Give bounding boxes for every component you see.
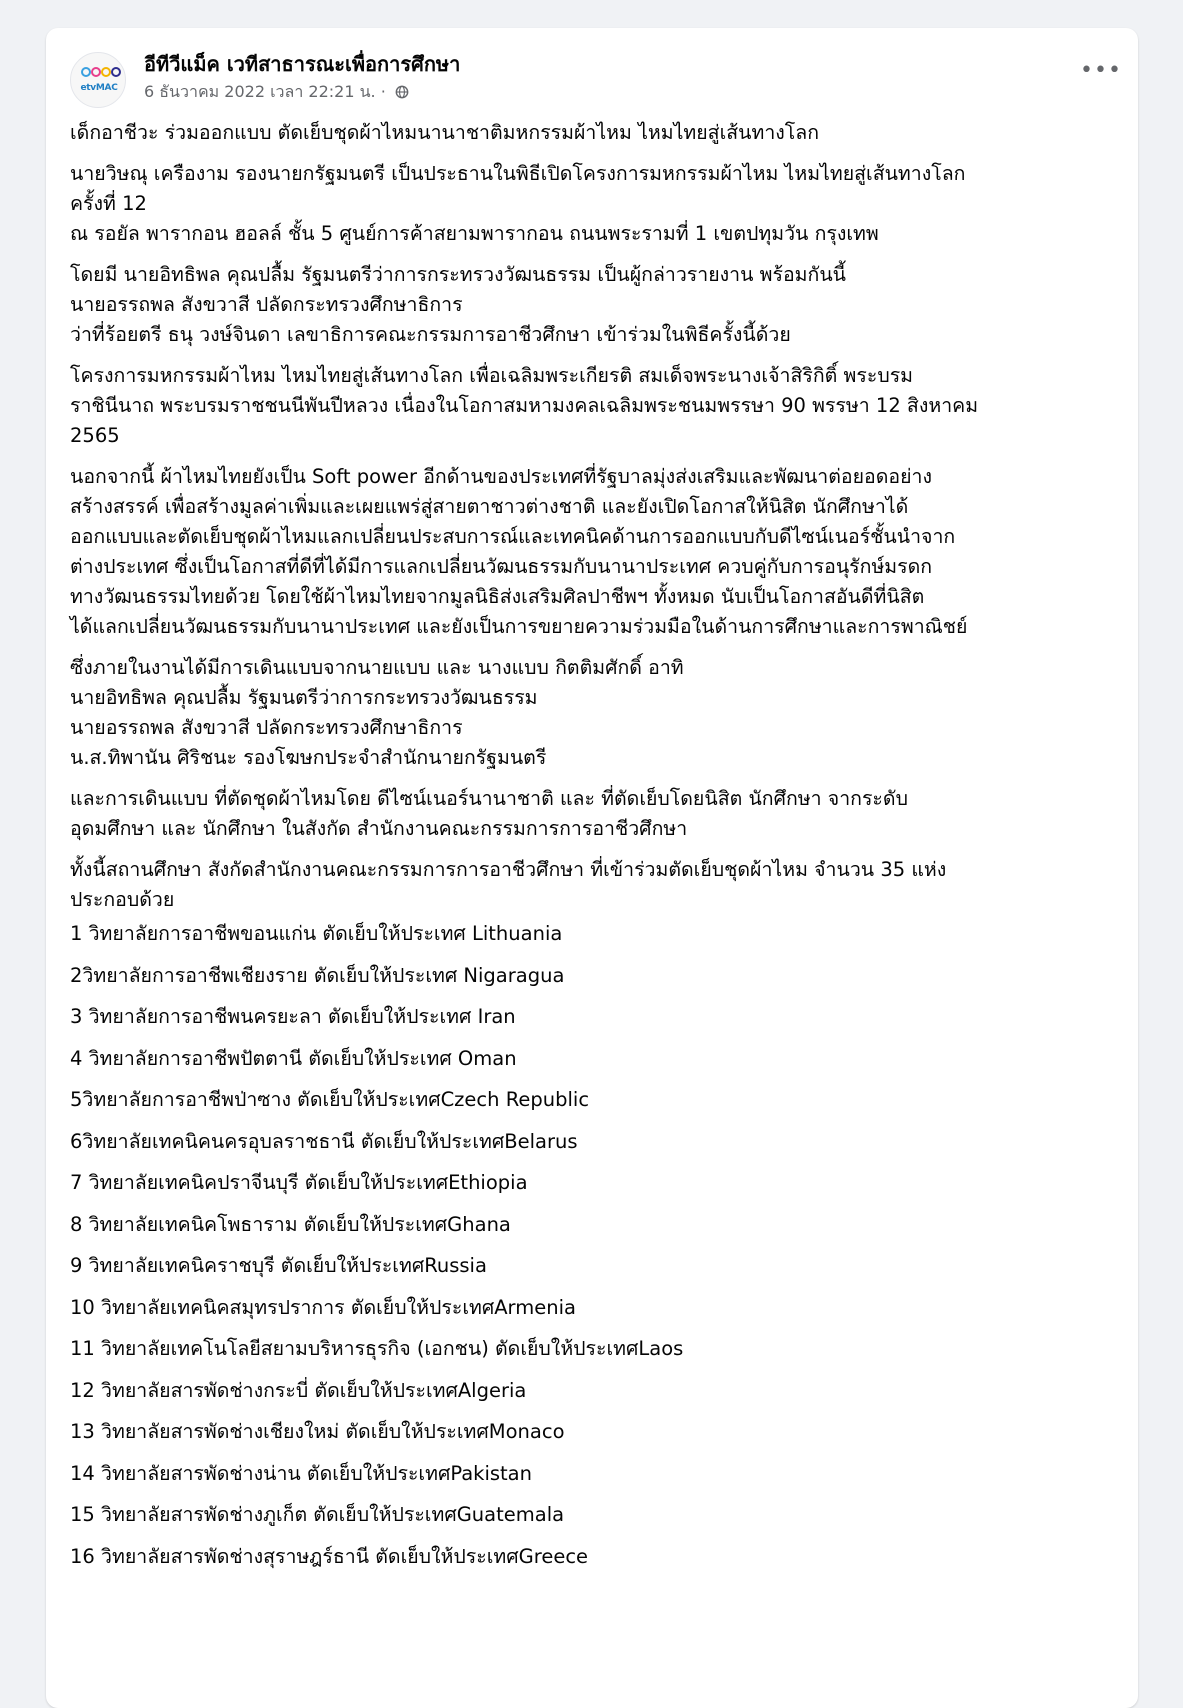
- list-item: 2วิทยาลัยการอาชีพเชียงราย ตัดเย็บให้ประเทศ Nigaragua: [70, 963, 565, 987]
- list-item: 5วิทยาลัยการอาชีพป่าซาง ตัดเย็บให้ประเทศCzech Republic: [70, 1088, 590, 1111]
- post-paragraph-6: ซึ่งภายในงานได้มีการเดินแบบจากนายแบบ และ นางแบบ กิตติมศักดิ์ อาทิ นายอิทธิพล คุณปลื้ม รัฐมนตรีว่าการกระทรวงวัฒนธรรม นายอรรถพล สังขวาสี ปลัดกระทรวงศึกษาธิการ น.ส.ทิพานัน ศิริชนะ รองโฆษกประจำสำนักนายกรัฐมนตรี: [70, 656, 684, 769]
- post-meta: [144, 80, 409, 105]
- post-paragraph-1: เด็กอาชีวะ ร่วมออกแบบ ตัดเย็บชุดผ้าไหมนานาชาติมหกรรมผ้าไหม ไหมไทยสู่เส้นทางโลก: [70, 121, 820, 144]
- list-item: 9 วิทยาลัยเทคนิคราชบุรี ตัดเย็บให้ประเทศRussia: [70, 1254, 487, 1277]
- list-item: 6วิทยาลัยเทคนิคนครอุบลราชธานี ตัดเย็บให้ประเทศBelarus: [70, 1129, 578, 1153]
- page-name-link[interactable]: อีทีวีแม็ค เวทีสาธารณะเพื่อการศึกษา: [144, 52, 461, 76]
- post-timestamp[interactable]: 6 ธันวาคม 2022 เวลา 22:21 น. ·: [144, 82, 386, 101]
- more-options-icon[interactable]: •••: [1080, 58, 1122, 83]
- post-card: [46, 28, 1138, 1708]
- post-body: [70, 118, 1120, 1583]
- list-item: 10 วิทยาลัยเทคนิคสมุทรปราการ ตัดเย็บให้ประเทศArmenia: [70, 1295, 576, 1319]
- list-item: 1 วิทยาลัยการอาชีพขอนแก่น ตัดเย็บให้ประเทศ Lithuania: [70, 922, 563, 945]
- globe-icon[interactable]: [395, 85, 409, 99]
- post-paragraph-3: โดยมี นายอิทธิพล คุณปลื้ม รัฐมนตรีว่าการกระทรวงวัฒนธรรม เป็นผู้กล่าวรายงาน พร้อมกันนี้ นายอรรถพล สังขวาสี ปลัดกระทรวงศึกษาธิการ ว่าที่ร้อยตรี ธนุ วงษ์จินดา เลขาธิการคณะกรรมการอาชีวศึกษา เข้าร่วมในพิธีครั้งนี้ด้วย: [70, 263, 847, 346]
- page-avatar[interactable]: [70, 52, 126, 108]
- list-item: 15 วิทยาลัยสารพัดช่างภูเก็ต ตัดเย็บให้ประเทศGuatemala: [70, 1503, 565, 1526]
- list-item: 8 วิทยาลัยเทคนิคโพธาราม ตัดเย็บให้ประเทศGhana: [70, 1212, 511, 1236]
- post-paragraph-8: ทั้งนี้สถานศึกษา สังกัดสำนักงานคณะกรรมการการอาชีวศึกษา ที่เข้าร่วมตัดเย็บชุดผ้าไหม จำนวน 35 แห่ง ประกอบด้วย: [70, 858, 947, 911]
- post-paragraph-2: นายวิษณุ เครืองาม รองนายกรัฐมนตรี เป็นประธานในพิธีเปิดโครงการมหกรรมผ้าไหม ไหมไทยสู่เส้นทางโลก ครั้งที่ 12 ณ รอยัล พารากอน ฮอลล์ ชั้น 5 ศูนย์การค้าสยามพารากอน ถนนพระรามที่ 1 เขตปทุมวัน กรุงเทพ: [70, 162, 966, 245]
- post-paragraph-4: โครงการมหกรรมผ้าไหม ไหมไทยสู่เส้นทางโลก เพื่อเฉลิมพระเกียรติ สมเด็จพระนางเจ้าสิริกิติ์ พระบรม ราชินีนาถ พระบรมราชชนนีพันปีหลวง เนื่องในโอกาสมหามงคลเฉลิมพระชนมพรรษา 90 พรรษา 12 สิงหาคม 2565: [70, 364, 979, 447]
- post-paragraph-5: นอกจากนี้ ผ้าไหมไทยยังเป็น Soft power อีกด้านของประเทศที่รัฐบาลมุ่งส่งเสริมและพัฒนาต่อยอดอย่าง สร้างสรรค์ เพื่อสร้างมูลค่าเพิ่มและเผยแพร่สู่สายตาชาวต่างชาติ และยังเปิดโอกาสให้นิสิต นักศึกษาได้ ออกแบบและตัดเย็บชุดผ้าไหมแลกเปลี่ยนประสบการณ์และเทคนิคด้านการออกแบบกับดีไซน์เนอร์ชั้นนำจาก ต่างประเทศ ซึ่งเป็นโอกาสที่ดีที่ได้มีการแลกเปลี่ยนวัฒนธรรมกับนานาประเทศ ควบคู่กับการอนุรักษ์มรดก ทางวัฒนธรรมไทยด้วย โดยใช้ผ้าไหมไทยจากมูลนิธิส่งเสริมศิลปาชีพฯ ทั้งหมด นับเป็นโอกาสอันดีที่นิสิต ได้แลกเปลี่ยนวัฒนธรรมกับนานาประเทศ และยังเป็นการขยายความร่วมมือในด้านการศึกษาและการพาณิชย์: [70, 465, 968, 638]
- list-item: 16 วิทยาลัยสารพัดช่างสุราษฎร์ธานี ตัดเย็บให้ประเทศGreece: [70, 1544, 589, 1568]
- list-item: 3 วิทยาลัยการอาชีพนครยะลา ตัดเย็บให้ประเทศ Iran: [70, 1005, 516, 1028]
- post-paragraph-7: และการเดินแบบ ที่ตัดชุดผ้าไหมโดย ดีไซน์เนอร์นานาชาติ และ ที่ตัดเย็บโดยนิสิต นักศึกษา จากระดับ อุดมศึกษา และ นักศึกษา ในสังกัด สำนักงานคณะกรรมการการอาชีวศึกษา: [70, 787, 908, 840]
- list-item: 14 วิทยาลัยสารพัดช่างน่าน ตัดเย็บให้ประเทศPakistan: [70, 1461, 532, 1485]
- logo-text: etvMAC: [80, 83, 118, 93]
- list-item: 7 วิทยาลัยเทคนิคปราจีนบุรี ตัดเย็บให้ประเทศEthiopia: [70, 1171, 528, 1194]
- list-item: 11 วิทยาลัยเทคโนโลยีสยามบริหารธุรกิจ (เอกชน) ตัดเย็บให้ประเทศLaos: [70, 1337, 684, 1360]
- list-item: 4 วิทยาลัยการอาชีพปัตตานี ตัดเย็บให้ประเทศ Oman: [70, 1046, 517, 1070]
- post-header: [70, 48, 1120, 108]
- list-item: 13 วิทยาลัยสารพัดช่างเชียงใหม่ ตัดเย็บให้ประเทศMonaco: [70, 1420, 565, 1443]
- logo-dots-icon: [81, 67, 121, 81]
- list-item: 12 วิทยาลัยสารพัดช่างกระบี่ ตัดเย็บให้ประเทศAlgeria: [70, 1378, 527, 1402]
